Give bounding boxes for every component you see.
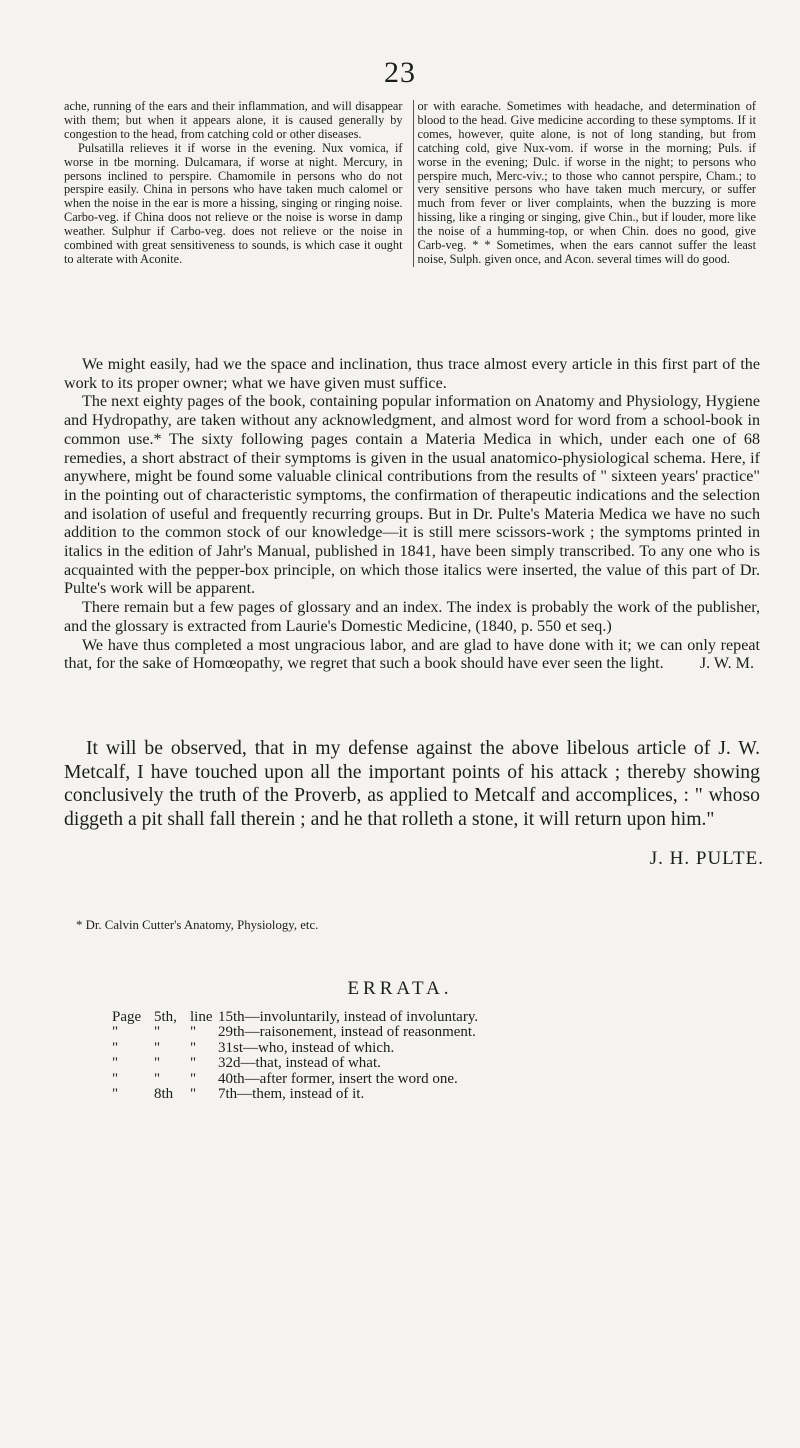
- errata-line-word: line: [190, 1009, 213, 1025]
- errata-page-number: ": [154, 1070, 161, 1087]
- errata-row: [112, 1087, 732, 1102]
- main-paragraph-text: We have thus completed a most ungracious labor, and are glad to have done with it; we can only repeat that, for the sake of Homœopathy, we regret that such a book should have ever seen the light.: [64, 636, 760, 673]
- errata-page-word: ": [112, 1055, 119, 1072]
- main-paragraph: [64, 637, 760, 674]
- main-text: [64, 356, 760, 674]
- errata-line-word: ": [190, 1039, 197, 1056]
- errata-correction: 7th—them, instead of it.: [218, 1086, 365, 1103]
- main-paragraph: We might easily, had we the space and inclination, thus trace almost every article in this first part of the work to its proper owner; what we have given must suffice.: [64, 356, 760, 392]
- errata-list: [112, 1010, 732, 1102]
- errata-correction: 40th—after former, insert the word one.: [218, 1070, 458, 1087]
- errata-page-number: 8th: [154, 1086, 174, 1103]
- errata-page-number: ": [154, 1024, 161, 1041]
- two-column-section: [64, 100, 756, 267]
- errata-page-word: Page: [112, 1009, 142, 1025]
- errata-line-word: ": [190, 1086, 197, 1103]
- right-column-paragraph: or with earache. Sometimes with headache, and determination of blood to the head. Give medicine according to these symptoms. If it comes, however, quite alone, is not of long standing, but from catching cold, give Nux-vom. if worse in the morning; Puls. if worse in the evening; Dulc. if worse in the night; to persons who perspire much, Merc-viv.; to those who cannot perspire, Cham.; to very sensitive persons who have taken much mercury, or suffer much from fever or liver complaints, when the buzzing is more hissing, like a ringing or singing, give Chin., but if louder, more like the noise of a humming-top, or when Chin. does no good, give Carb-veg. * * Sometimes, when the ears cannot suffer the least noise, Sulph. given once, and Acon. several times will do good.: [417, 99, 756, 266]
- errata-page-word: ": [112, 1024, 119, 1041]
- main-paragraph: The next eighty pages of the book, containing popular information on Anatomy and Physiology, Hygiene and Hydropathy, are taken without any acknowledgment, and almost word for word from a school-book in common use.* The sixty following pages contain a Materia Medica in which, under each one of 68 remedies, a short abstract of their symptoms is given in the usual anatomico-physiological schema. Here, if anywhere, might be found some valuable clinical contributions from the results of " sixteen years' practice" in the pointing out of characteristic symptoms, the confirmation of therapeutic indications and the selection and isolation of useful and frequently recurring groups. But in Dr. Pulte's Materia Medica we have no such addition to the common stock of our knowledge—it is still mere scissors-work ; the symptoms printed in italics in the edition of Jahr's Manual, published in 1841, have been simply transcribed. To any one who is acquainted with the pepper-box principle, on which those italics were inserted, the value of this part of Dr. Pulte's work will be apparent.: [64, 393, 760, 598]
- errata-page-number: ": [154, 1055, 161, 1072]
- errata-correction: 29th—raisonement, instead of reasonment.: [218, 1024, 476, 1041]
- errata-line-word: ": [190, 1070, 197, 1087]
- closing-signature: J. H. PULTE.: [649, 848, 764, 869]
- left-column-paragraph: ache, running of the ears and their inflammation, and will disappear with them; but when it appears alone, it is caused generally by congestion to the head, from catching cold or other diseases.: [64, 99, 403, 141]
- errata-row: [112, 1025, 732, 1040]
- article-signature: J. W. M.: [699, 655, 754, 673]
- errata-line-word: ": [190, 1055, 197, 1072]
- errata-row: [112, 1056, 732, 1071]
- errata-row: [112, 1010, 732, 1025]
- page-number: 23: [384, 56, 416, 89]
- right-column: [413, 100, 757, 267]
- errata-page-number: ": [154, 1039, 161, 1056]
- errata-correction: 31st—who, instead of which.: [218, 1039, 395, 1056]
- errata-page-number: 5th,: [154, 1009, 177, 1025]
- errata-row: [112, 1072, 732, 1087]
- errata-line-word: ": [190, 1024, 197, 1041]
- closing-paragraph: It will be observed, that in my defense against the above libelous article of J. W. Metcalf, I have touched upon all the important points of his attack ; thereby showing conclusively the truth of the Proverb, as applied to Metcalf and accomplices, : " whoso diggeth a pit shall fall therein ; and he that rolleth a stone, it will return upon him.": [64, 737, 760, 830]
- left-column: [64, 100, 403, 267]
- errata-title: ERRATA.: [347, 978, 453, 999]
- errata-page-word: ": [112, 1070, 119, 1087]
- errata-page-word: ": [112, 1039, 119, 1056]
- errata-correction: 15th—involuntarily, instead of involuntary.: [218, 1009, 479, 1025]
- main-paragraph: There remain but a few pages of glossary and an index. The index is probably the work of the publisher, and the glossary is extracted from Laurie's Domestic Medicine, (1840, p. 550 et seq.): [64, 599, 760, 635]
- errata-page-word: ": [112, 1086, 119, 1103]
- footnote: * Dr. Calvin Cutter's Anatomy, Physiology, etc.: [76, 918, 319, 932]
- errata-row: [112, 1041, 732, 1056]
- left-column-paragraph: Pulsatilla relieves it if worse in the evening. Nux vomica, if worse in tbe morning. Dulcamara, if worse at night. Mercury, in persons inclined to perspire. Chamomile in persons who do not perspire easily. China in persons who have taken much calomel or when the noise in the ear is more a hissing, singing or ringing noise. Carbo-veg. if China doos not relieve or the noise is worse in damp weather. Sulphur if Carbo-veg. does not relieve or the noise in combined with great sensitiveness to sounds, is which case it ought to alterate with Aconite.: [64, 140, 403, 266]
- errata-correction: 32d—that, instead of what.: [218, 1055, 381, 1072]
- closing-statement: [64, 737, 760, 831]
